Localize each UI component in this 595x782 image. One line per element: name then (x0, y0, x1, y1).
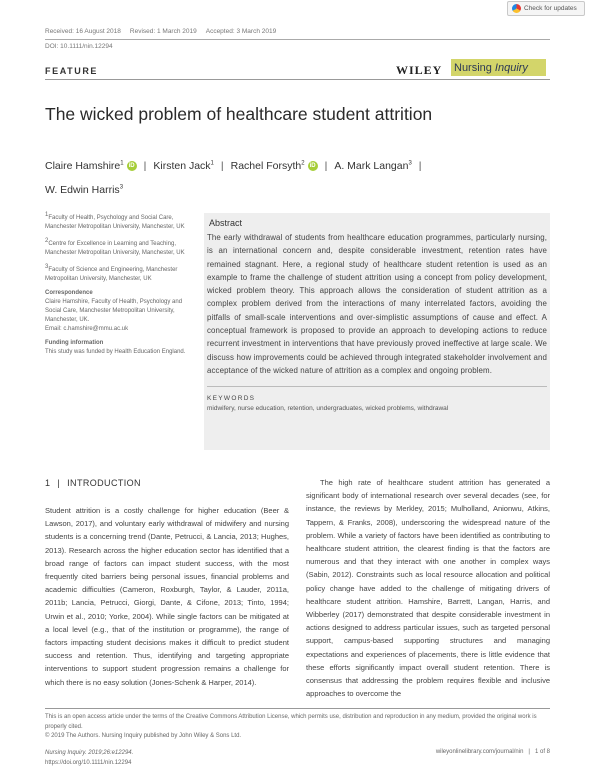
section-title: INTRODUCTION (67, 478, 141, 488)
affiliation: $^3$Faculty of Science and Engineering, Manchester Metropolitan University, Manchester, UK (45, 264, 178, 282)
header-divider (45, 79, 550, 80)
received-date: Received: 16 August 2018 (45, 28, 121, 35)
orcid-icon[interactable]: iD (309, 162, 316, 169)
funding-heading: Funding information (45, 340, 104, 346)
abstract-heading: Abstract (209, 218, 243, 228)
journal-name-part-a: Nursing (454, 61, 492, 74)
keywords-list: midwifery, nurse education, retention, undergraduates, wicked problems, withdrawal (207, 405, 449, 413)
check-updates-icon (512, 4, 521, 13)
affiliations-panel (45, 211, 190, 362)
author-name[interactable]: Rachel Forsyth$^2$ (230, 159, 305, 172)
copyright-text: © 2019 The Authors. Nursing Inquiry published by John Wiley & Sons Ltd. (45, 733, 242, 739)
site-link[interactable]: wileyonlinelibrary.com/journal/nin (435, 749, 524, 755)
license-notice (45, 713, 550, 742)
article-dates (45, 28, 550, 40)
article-doi[interactable]: DOI: 10.1111/nin.12294 (45, 43, 113, 50)
journal-citation (45, 749, 133, 768)
author-name[interactable]: Claire Hamshire$^1$ (45, 159, 124, 172)
funding-text: This study was funded by Health Education England. (45, 349, 186, 355)
journal-cite-text: Nursing Inquiry. 2019;26:e12294. (45, 750, 134, 756)
abstract-box (204, 213, 550, 450)
body-text-right: The high rate of healthcare student attrition has generated a significant body of international research over several decades (see, for instance, the reviews by Merkley, 2015; Mulholland, Anionwu, Atkins, Tappern, & Franks, 2008), underscoring the widespread nature of the problem. While a variety of factors have been identified as contributing to healthcare student attrition, the clearest finding is that the factors are numerous and that they interact with one another in complex ways (Sabin, 2012). Constraints such as local resource allocation and political policy change have added to the challenge of mitigating drivers of healthcare student attrition. Hamshire, Barrett, Langan, Harris, and Wibberley (2017) demonstrated that despite considerable investment in actions designed to address particular issues, such as targeted personal support, campus-based supporting structures and managing expectations and experiences of placements, there is little evidence that these efforts significantly impact overall student retention. There is consensus that addressing the problem requires flexible and inclusive approaches to overcome the (306, 478, 550, 699)
revised-date: Revised: 1 March 2019 (129, 28, 197, 35)
check-for-updates-button[interactable] (507, 1, 585, 16)
body-text-left: Student attrition is a costly challenge for higher education (Beer & Lawson, 2017), and voluntary early withdrawal of midwifery and nursing students is a concerning trend (Dante, Petrucci, & Lancia, 2013; Hughes, 2013). Research across the higher education sector has identified that a broad range of factors can impact student success, with the most frequently cited barriers being personal issues, financial problems and academic difficulties (Cameron, Roxburgh, Taylor, & Lauder, 2011a, 2011b; Lancia, Petrucci, Giorgi, Dante, & Cifone, 2013; Tinto, 1994; Urwin et al., 2010; Yorke, 2004). While single factors can be mitigated at a local level (e.g., that of the institution or programme), the range of factors impacting student decisions makes it difficult to predict student success and retention. Thus, identifying and targeting appropriate interventions to support student progression remains a challenge for which there is no easy solution (Jones-Schenk & Harper, 2014). (45, 506, 289, 687)
correspondence-email[interactable]: Email: c.hamshire@mmu.ac.uk (45, 326, 129, 332)
license-text: This is an open access article under the terms of the Creative Commons Attribution License, which permits use, distribution and reproduction in any medium, provided the original work is properly cited. (45, 714, 537, 730)
orcid-icon[interactable]: iD (128, 162, 135, 169)
author-list: Claire Hamshire$^1$ iD | Kirsten Jack$^1$ | Rachel Forsyth$^2$ iD | A. Mark Langan$^3$ | W. Edwin Harris$^3$ (45, 159, 422, 196)
author-name[interactable]: Kirsten Jack$^1$ (153, 159, 214, 172)
keywords-divider (207, 386, 547, 387)
page-info: wileyonlinelibrary.com/journal/nin | 1 of 8 (435, 749, 550, 755)
section-number: 1 (45, 478, 51, 488)
footer-divider (45, 708, 550, 709)
keywords-heading: KEYWORDS (207, 395, 256, 403)
journal-name-part-b: Inquiry (494, 61, 528, 74)
accepted-date: Accepted: 3 March 2019 (205, 28, 277, 35)
author-name[interactable]: W. Edwin Harris$^3$ (45, 184, 124, 196)
doi-link[interactable]: https://doi.org/10.1111/nin.12294 (45, 759, 132, 766)
affiliation: $^2$Centre for Excellence in Learning and Teaching, Manchester Metropolitan University, Manchester, UK (45, 238, 185, 256)
section-label: FEATURE (45, 66, 99, 76)
page-number: 1 of 8 (534, 749, 550, 755)
abstract-text: The early withdrawal of students from healthcare education programmes, particularly nursing, is an international concern and, despite considerable investment, retention rates have remained stagnant. Here, a regional study of healthcare student retention is used as an example to frame the challenge of student attrition using a concept from policy development, wicked problem theory. This approach allows the consideration of student attrition as a complex problem derived from the interactions of many interrelated factors, avoiding the pitfalls of small-scale interventions and over-simplistic assumptions of cause and effect. A conceptual framework is proposed to provide an approach to developing actions to reduce recurrent investment in interventions that have previously proved ineffective at large scale. We discuss how improvements could be achieved through integrated stakeholder involvement and acceptance of the wicked nature of attrition as a complex and ongoing problem. (207, 233, 547, 375)
section-heading: 1 | INTRODUCTION (45, 478, 141, 488)
article-title: The wicked problem of healthcare student attrition (45, 104, 433, 124)
correspondence-heading: Correspondence (45, 290, 93, 296)
author-name[interactable]: A. Mark Langan$^3$ (334, 159, 412, 172)
journal-logo (451, 59, 546, 76)
publisher-logo: WILEY (396, 63, 443, 77)
correspondence-text: Claire Hamshire, Faculty of Health, Psychology and Social Care, Manchester Metropolitan University, Manchester, UK. (45, 299, 183, 323)
affiliation: $^1$Faculty of Health, Psychology and Social Care, Manchester Metropolitan University, Manchester, UK (45, 212, 185, 230)
check-updates-label: Check for updates (524, 5, 577, 12)
